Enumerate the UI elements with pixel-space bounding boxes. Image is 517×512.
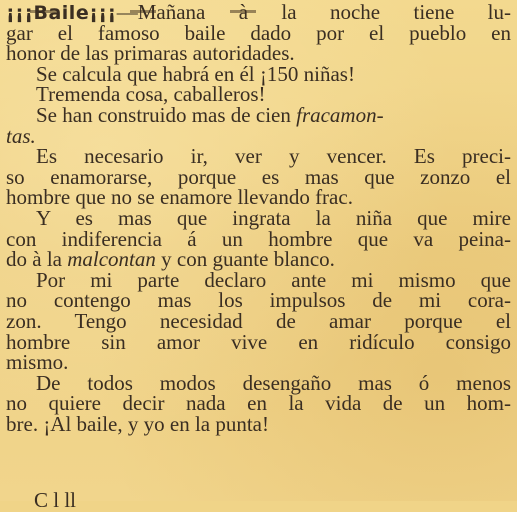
article-text: y con guante blanco. <box>161 247 335 272</box>
article-text: do à la <box>6 247 62 272</box>
article-line-2: gar el famoso baile dado por el pueblo en <box>6 20 511 45</box>
article-line-9: so enamorarse, porque es mas que zonzo el <box>6 164 511 189</box>
article-line-10: hombre que no se enamore llevando frac. <box>6 185 353 210</box>
article-line-20: no quiere decir nada en la vida de un hom- <box>6 391 511 416</box>
article-line-15: no contengo mas los impulsos de mi cora- <box>6 288 511 313</box>
article-line-21: bre. ¡Al baile, y yo en la punta! <box>6 411 269 436</box>
article-baile <box>6 2 511 434</box>
article-line-3: honor de las primaras autoridades. <box>6 41 295 66</box>
article-line-17: hombre sin amor vive en ridículo consigo <box>6 329 511 354</box>
cropped-next-line: C l ll <box>34 488 77 512</box>
article-line-11: Y es mas que ingrata la niña que mire <box>36 205 511 230</box>
article-line-18: mismo. <box>6 350 69 375</box>
article-line-6 <box>6 102 511 127</box>
article-line-14: Por mi parte declaro ante mi mismo que <box>36 267 511 292</box>
article-heading: ¡¡¡Baile¡¡¡ <box>6 2 117 24</box>
article-line-7: tas. <box>6 123 36 148</box>
article-line-8: Es necesario ir, ver y vencer. Es preci- <box>36 144 511 169</box>
article-line-5: Tremenda cosa, caballeros! <box>36 82 266 107</box>
article-italic-text: fracamon- <box>296 102 384 127</box>
article-line-4: Se calcula que habrá en él ¡150 niñas! <box>36 61 355 86</box>
article-line-1 <box>6 2 511 23</box>
article-line-12: con indiferencia á un hombre que va peina- <box>6 226 511 251</box>
article-line-13 <box>6 249 511 270</box>
article-text: —Mañana à la noche tiene lu- <box>116 0 511 24</box>
article-text: Se han construido mas de cien <box>36 102 291 127</box>
article-line-16: zon. Tengo necesidad de amar porque el <box>6 308 511 333</box>
article-italic-text: malcontan <box>67 247 156 272</box>
article-line-19: De todos modos desengaño mas ó menos <box>36 370 511 395</box>
